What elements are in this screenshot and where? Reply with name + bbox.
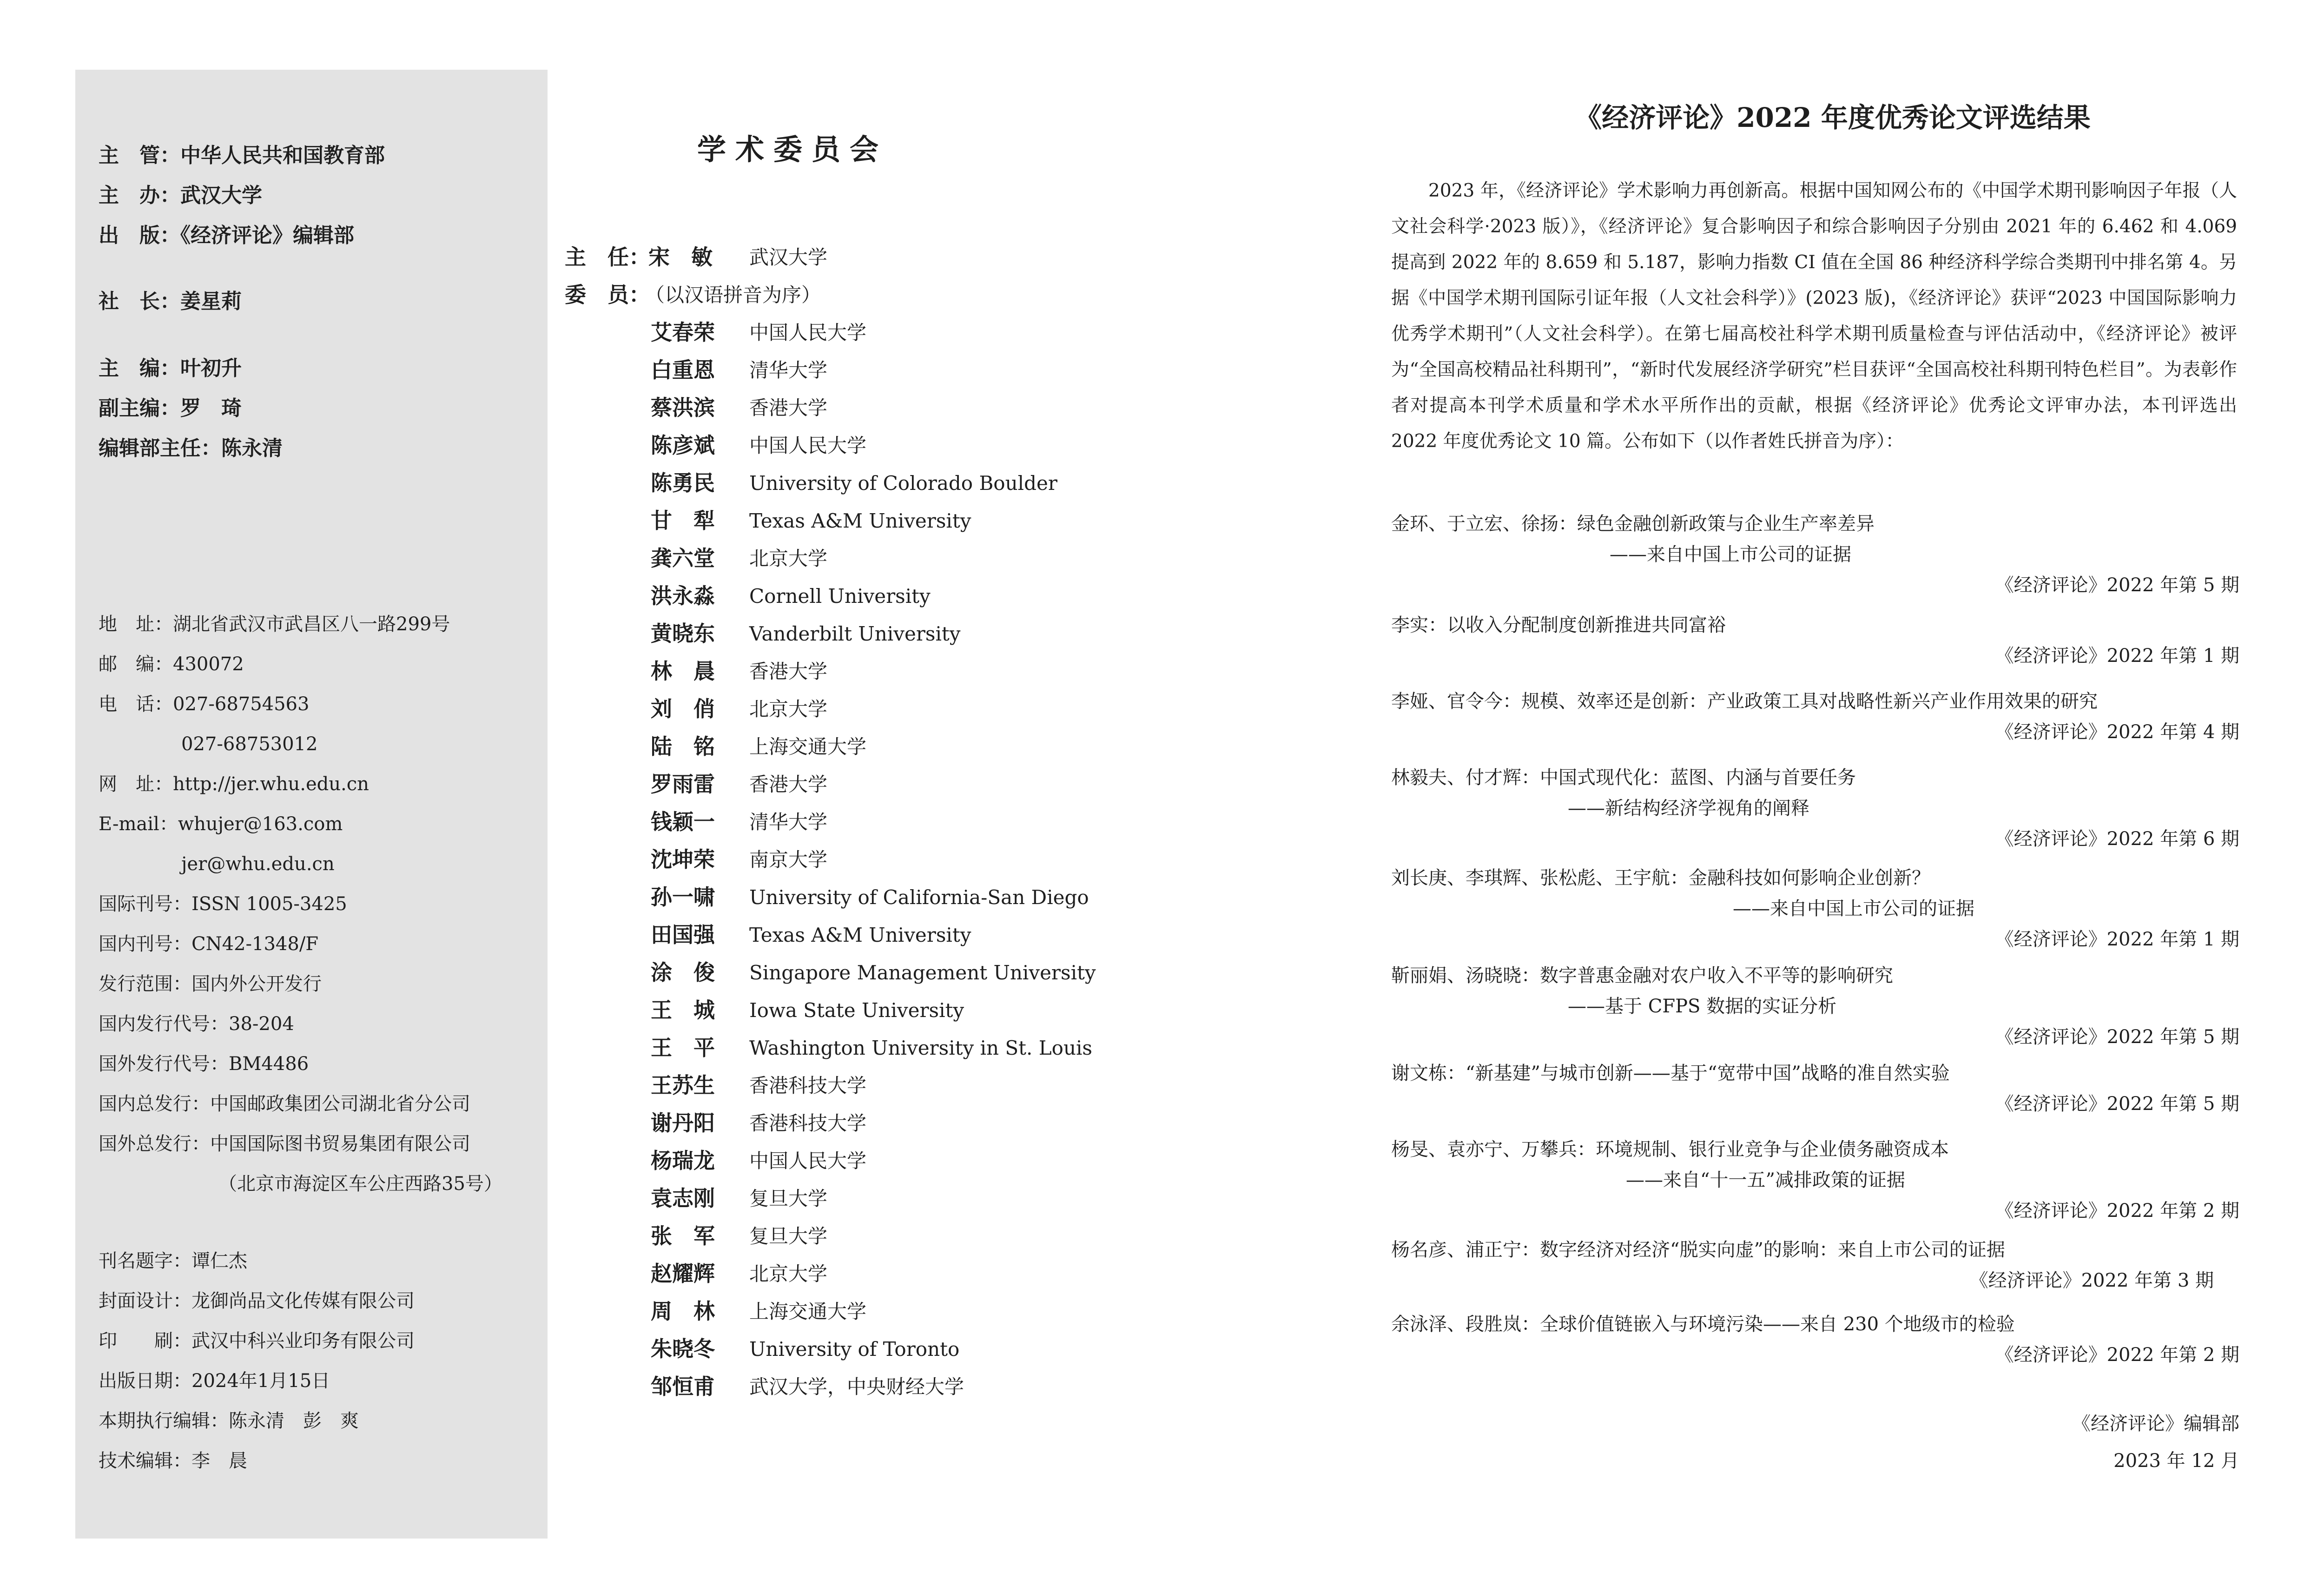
member-affiliation: 香港科技大学 xyxy=(749,1074,867,1097)
member-name: 陈勇民 xyxy=(651,470,715,495)
paper-source: 《经济评论》2022 年第 2 期 xyxy=(1995,1200,2239,1222)
member-affiliation: 中国人民大学 xyxy=(749,434,867,457)
results-date: 2023 年 12 月 xyxy=(2113,1450,2239,1472)
contact-row: （北京市海淀区车公庄西路35号） xyxy=(218,1173,502,1195)
member-affiliation: 上海交通大学 xyxy=(749,1300,867,1323)
member-affiliation: 上海交通大学 xyxy=(749,735,867,758)
paper-title: 谢文栋：“新基建”与城市创新——基于“宽带中国”战略的准自然实验 xyxy=(1391,1063,1950,1084)
chair-role: 主 任： xyxy=(565,244,650,270)
masthead-row: 社 长：姜星莉 xyxy=(99,290,242,313)
masthead-row: 主 办：武汉大学 xyxy=(99,184,262,207)
member-affiliation: Texas A&M University xyxy=(749,924,971,946)
credit-row: 印 刷：武汉中科兴业印务有限公司 xyxy=(99,1330,415,1352)
member-affiliation: 香港大学 xyxy=(749,660,828,683)
paper-entry xyxy=(1391,762,2239,854)
paper-entry xyxy=(1391,509,2239,601)
chair-name: 宋 敏 xyxy=(648,244,713,270)
paper-entry xyxy=(1391,1235,2239,1296)
member-name: 陆 铭 xyxy=(651,734,715,759)
member-affiliation: 香港大学 xyxy=(749,396,828,419)
member-affiliation: Vanderbilt University xyxy=(749,622,961,645)
paper-subtitle: ——新结构经济学视角的阐释 xyxy=(1568,798,1809,819)
member-affiliation: 清华大学 xyxy=(749,811,828,833)
member-name: 邹恒甫 xyxy=(651,1374,715,1399)
member-affiliation: 武汉大学，中央财经大学 xyxy=(749,1375,964,1398)
paper-title: 余泳泽、段胜岚：全球价值链嵌入与环境污染——来自 230 个地级市的检验 xyxy=(1391,1314,2015,1335)
members-note: （以汉语拼音为序） xyxy=(645,284,821,306)
member-name: 王 平 xyxy=(651,1035,715,1060)
member-name: 王苏生 xyxy=(651,1073,715,1098)
paper-source: 《经济评论》2022 年第 5 期 xyxy=(1995,575,2239,596)
contact-row: 网 址：http://jer.whu.edu.cn xyxy=(99,773,369,795)
member-name: 甘 犁 xyxy=(651,508,715,533)
member-name: 陈彦斌 xyxy=(651,433,715,458)
credit-row: 刊名题字：谭仁杰 xyxy=(99,1250,247,1272)
contact-row: jer@whu.edu.cn xyxy=(181,853,335,875)
paper-subtitle: ——来自“十一五”减排政策的证据 xyxy=(1626,1169,1905,1191)
contact-row: 地 址：湖北省武汉市武昌区八一路299号 xyxy=(99,614,450,635)
member-affiliation: Iowa State University xyxy=(749,999,964,1022)
member-name: 朱晓冬 xyxy=(651,1336,715,1361)
member-name: 袁志刚 xyxy=(651,1186,715,1211)
masthead-editors xyxy=(99,349,283,469)
paper-title: 靳丽娟、汤晓晓：数字普惠金融对农户收入不平等的影响研究 xyxy=(1391,965,1893,986)
member-name: 王 城 xyxy=(651,997,715,1023)
member-affiliation: Singapore Management University xyxy=(749,961,1096,984)
member-affiliation: 复旦大学 xyxy=(749,1187,828,1210)
member-name: 龚六堂 xyxy=(651,546,715,571)
contact-row: 国外总发行：中国国际图书贸易集团有限公司 xyxy=(99,1133,470,1155)
paper-subtitle: ——来自中国上市公司的证据 xyxy=(1610,544,1851,565)
paper-title: 杨名彦、浦正宁：数字经济对经济“脱实向虚”的影响：来自上市公司的证据 xyxy=(1391,1239,2005,1261)
paper-title: 刘长庚、李琪辉、张松彪、王宇航：金融科技如何影响企业创新？ xyxy=(1391,867,1930,889)
members-role: 委 员： xyxy=(565,282,650,307)
member-affiliation: 中国人民大学 xyxy=(749,1149,867,1172)
paper-entry xyxy=(1391,863,2239,955)
contact-row: 国际刊号：ISSN 1005-3425 xyxy=(99,893,347,915)
member-affiliation: University of Toronto xyxy=(749,1338,960,1361)
results-intro: 2023 年，《经济评论》学术影响力再创新高。根据中国知网公布的《中国学术期刊影响因子年报（人文社会科学·2023 版）》，《经济评论》复合影响因子和综合影响因子分别由 2021 年的 6.462 和 4.069 提高到 2022 年的 8.659 和 5.187，影响力指数 CI 值在全国 86 种经济科学综合类期刊中排名第 4。另据《中国学术期刊国际引证年报（人文社会科学）》(2023 版)，《经济评论》获评“2023 中国国际影响力优秀学术期刊”（人文社会科学）。在第七届高校社科学术期刊质量检查与评估活动中，《经济评论》被评为“全国高校精品社科期刊”，“新时代发展经济学研究”栏目获评“全国高校社科期刊特色栏目”。为表彰作者对提高本刊学术质量和学术水平所作出的贡献，根据《经济评论》优秀论文评审办法，本刊评选出 2022 年度优秀论文 10 篇。公布如下（以作者姓氏拼音为序）： xyxy=(1391,180,2237,452)
contact-row: 国内总发行：中国邮政集团公司湖北省分公司 xyxy=(99,1093,470,1115)
member-affiliation: Cornell University xyxy=(749,585,931,608)
masthead-row: 出 版：《经济评论》编辑部 xyxy=(99,224,354,247)
contact-row: 国内刊号：CN42-1348/F xyxy=(99,933,319,955)
paper-entry xyxy=(1391,610,2239,671)
paper-entry xyxy=(1391,686,2239,747)
committee-title: 学术委员会 xyxy=(697,132,888,166)
credit-row: 本期执行编辑：陈永清 彭 爽 xyxy=(99,1410,359,1432)
member-name: 白重恩 xyxy=(651,357,715,383)
masthead-credits xyxy=(99,1241,415,1481)
member-name: 张 军 xyxy=(651,1223,715,1248)
member-affiliation: Texas A&M University xyxy=(749,509,971,532)
member-affiliation: 中国人民大学 xyxy=(749,321,867,344)
paper-source: 《经济评论》2022 年第 5 期 xyxy=(1995,1026,2239,1048)
masthead-row: 主 管：中华人民共和国教育部 xyxy=(99,144,385,167)
chair-affiliation: 武汉大学 xyxy=(749,246,828,269)
member-affiliation: 复旦大学 xyxy=(749,1225,828,1248)
contact-row: 国内发行代号：38-204 xyxy=(99,1013,294,1035)
member-name: 刘 俏 xyxy=(651,696,715,721)
credit-row: 技术编辑：李 晨 xyxy=(99,1450,247,1472)
masthead-president xyxy=(99,282,242,322)
paper-source: 《经济评论》2022 年第 1 期 xyxy=(1995,645,2239,667)
paper-entry xyxy=(1391,960,2239,1052)
paper-entry xyxy=(1391,1058,2239,1119)
member-affiliation: University of California-San Diego xyxy=(749,886,1089,909)
results-title: 《经济评论》2022 年度优秀论文评选结果 xyxy=(1575,102,2091,133)
contact-row: 电 话：027-68754563 xyxy=(99,694,310,715)
credit-row: 出版日期：2024年1月15日 xyxy=(99,1370,330,1392)
paper-source: 《经济评论》2022 年第 3 期 xyxy=(1969,1270,2214,1291)
paper-title: 金环、于立宏、徐扬：绿色金融创新政策与企业生产率差异 xyxy=(1391,513,1875,535)
contact-row: 发行范围：国内外公开发行 xyxy=(99,973,322,995)
member-name: 赵耀辉 xyxy=(651,1261,715,1286)
paper-source: 《经济评论》2022 年第 6 期 xyxy=(1995,828,2239,850)
paper-subtitle: ——来自中国上市公司的证据 xyxy=(1733,898,1974,919)
member-name: 林 晨 xyxy=(651,659,715,684)
paper-source: 《经济评论》2022 年第 4 期 xyxy=(1995,721,2239,743)
paper-title: 李实：以收入分配制度创新推进共同富裕 xyxy=(1391,614,1726,636)
contact-row: 邮 编：430072 xyxy=(99,654,244,675)
masthead-top xyxy=(99,136,385,256)
member-name: 蔡洪滨 xyxy=(651,395,715,420)
member-name: 洪永淼 xyxy=(651,583,715,608)
member-name: 杨瑞龙 xyxy=(651,1148,715,1173)
member-affiliation: 北京大学 xyxy=(749,1262,828,1285)
member-affiliation: 南京大学 xyxy=(749,848,828,871)
paper-source: 《经济评论》2022 年第 5 期 xyxy=(1995,1093,2239,1115)
member-affiliation: 香港科技大学 xyxy=(749,1112,867,1135)
member-name: 孙一啸 xyxy=(651,885,715,910)
member-affiliation: University of Colorado Boulder xyxy=(749,472,1057,495)
member-name: 田国强 xyxy=(651,922,715,947)
results-signature: 《经济评论》编辑部 xyxy=(2072,1413,2239,1434)
paper-title: 林毅夫、付才辉：中国式现代化：蓝图、内涵与首要任务 xyxy=(1391,767,1856,788)
member-name: 沈坤荣 xyxy=(651,847,715,872)
member-name: 涂 俊 xyxy=(651,960,715,985)
member-name: 罗雨雷 xyxy=(651,772,715,797)
paper-subtitle: ——基于 CFPS 数据的实证分析 xyxy=(1568,996,1837,1017)
member-affiliation: Washington University in St. Louis xyxy=(749,1037,1092,1059)
contact-row: 国外发行代号：BM4486 xyxy=(99,1053,309,1075)
member-affiliation: 北京大学 xyxy=(749,547,828,570)
member-name: 谢丹阳 xyxy=(651,1110,715,1136)
member-name: 钱颖一 xyxy=(651,809,715,834)
contact-row: 027-68753012 xyxy=(181,733,318,755)
masthead-contact xyxy=(99,604,502,1204)
paper-source: 《经济评论》2022 年第 2 期 xyxy=(1995,1344,2239,1366)
paper-entry xyxy=(1391,1309,2239,1370)
masthead-row: 编辑部主任：陈永清 xyxy=(99,436,283,460)
member-affiliation: 清华大学 xyxy=(749,359,828,382)
masthead-row: 主 编：叶初升 xyxy=(99,357,242,380)
paper-entry xyxy=(1391,1134,2239,1226)
member-name: 周 林 xyxy=(651,1299,715,1324)
member-affiliation: 香港大学 xyxy=(749,773,828,796)
credit-row: 封面设计：龙御尚品文化传媒有限公司 xyxy=(99,1290,415,1312)
paper-title: 李娅、官令今：规模、效率还是创新：产业政策工具对战略性新兴产业作用效果的研究 xyxy=(1391,691,2098,712)
masthead-row: 副主编：罗 琦 xyxy=(99,396,242,420)
masthead-panel xyxy=(75,70,548,1539)
member-name: 艾春荣 xyxy=(651,320,715,345)
contact-row: E-mail：whujer@163.com xyxy=(99,813,343,835)
member-name: 黄晓东 xyxy=(651,621,715,646)
paper-title: 杨旻、袁亦宁、万攀兵：环境规制、银行业竞争与企业债务融资成本 xyxy=(1391,1139,1949,1160)
member-affiliation: 北京大学 xyxy=(749,698,828,720)
paper-source: 《经济评论》2022 年第 1 期 xyxy=(1995,929,2239,950)
